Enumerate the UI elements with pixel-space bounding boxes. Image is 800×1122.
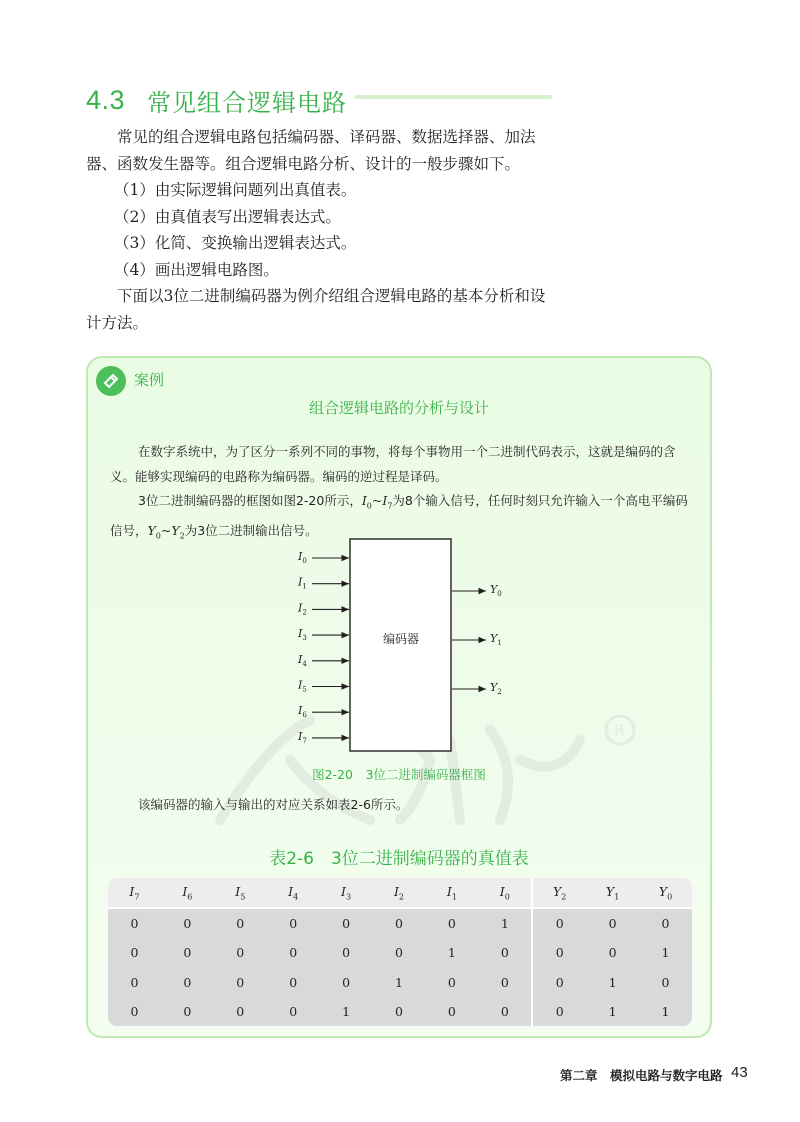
truth-table bbox=[108, 878, 692, 1026]
table-cell: 0 bbox=[555, 945, 564, 961]
input-label-i6: $I_6$ bbox=[298, 704, 307, 720]
step-4: （4）画出逻辑电路图。 bbox=[114, 260, 279, 279]
encoder-block-label: 编码器 bbox=[382, 632, 420, 646]
table-row bbox=[108, 968, 692, 997]
output-label-y2: $Y_2$ bbox=[490, 681, 502, 696]
input-label-i4: $I_4$ bbox=[298, 652, 307, 668]
table-cell: 0 bbox=[183, 974, 192, 990]
table-cell: 1 bbox=[608, 1003, 617, 1019]
case-p2-mid1: 为8个输入信号，任何时刻只允许输入一个高电平编码信号， bbox=[110, 493, 688, 538]
case-p2-mid2: 为3位二进制输出信号。 bbox=[184, 523, 318, 538]
step-3: （3）化简、变换输出逻辑表达式。 bbox=[114, 234, 357, 252]
footer-chapter: 第二章 模拟电路与数字电路 bbox=[560, 1068, 723, 1083]
case-icon bbox=[96, 366, 126, 396]
figure-caption: 图2-20 3位二进制编码器框图 bbox=[312, 767, 486, 782]
table-cell: 0 bbox=[342, 974, 351, 990]
input-label-i2: $I_2$ bbox=[298, 601, 307, 617]
table-cell: 0 bbox=[608, 916, 617, 932]
table-cell: 0 bbox=[289, 974, 298, 990]
table-cell: 0 bbox=[661, 974, 670, 990]
page-number: 43 bbox=[731, 1064, 748, 1081]
input-label-i5: $I_5$ bbox=[298, 678, 307, 694]
input-label-i3: $I_3$ bbox=[298, 627, 307, 643]
table-cell: 0 bbox=[478, 997, 533, 1026]
input-label-i0: $I_0$ bbox=[298, 550, 307, 565]
input-lines bbox=[297, 550, 349, 745]
case-title: 组合逻辑电路的分析与设计 bbox=[308, 399, 489, 417]
section-heading bbox=[86, 82, 347, 118]
header-i3: $I_3$ bbox=[320, 878, 373, 909]
table-cell: 0 bbox=[395, 1003, 403, 1019]
table-cell: 0 bbox=[478, 938, 533, 967]
svg-text:R: R bbox=[614, 721, 626, 740]
table-cell: 0 bbox=[236, 945, 245, 961]
header-i4: $I_4$ bbox=[267, 878, 320, 909]
case-paragraph-1: 在数字系统中，为了区分一系列不同的事物，将每个事物用一个二进制代码表示，这就是编码的含义。能够实现编码的电路称为编码器。编码的逆过程是译码。 bbox=[110, 444, 676, 484]
relation-text: 该编码器的输入与输出的对应关系如表2-6所示。 bbox=[138, 797, 409, 812]
header-i6: $I_6$ bbox=[161, 878, 214, 909]
intro-text bbox=[86, 124, 556, 336]
header-i5: $I_5$ bbox=[214, 878, 267, 909]
table-cell: 1 bbox=[608, 974, 617, 990]
table-cell: 0 bbox=[395, 916, 403, 932]
header-y1: $Y_1$ bbox=[586, 878, 639, 909]
table-cell: 0 bbox=[183, 1003, 192, 1019]
table-cell: 0 bbox=[447, 974, 456, 990]
table-cell: 0 bbox=[342, 916, 351, 932]
section-number: 4.3 bbox=[86, 84, 126, 115]
table-cell: 0 bbox=[236, 974, 245, 990]
table-cell: 0 bbox=[130, 974, 139, 990]
output-label-y1: $Y_1$ bbox=[490, 632, 502, 647]
table-cell: 0 bbox=[130, 945, 139, 961]
table-cell: 0 bbox=[395, 945, 403, 961]
table-cell: 1 bbox=[661, 1003, 670, 1019]
table-cell: 1 bbox=[395, 974, 403, 990]
table-cell: 0 bbox=[236, 916, 245, 932]
table-row bbox=[108, 997, 692, 1026]
output-lines bbox=[452, 583, 502, 696]
table-cell: 0 bbox=[478, 968, 533, 997]
header-i7: $I_7$ bbox=[108, 878, 161, 909]
case-p2-prefix: 3位二进制编码器的框图如图2-20所示， bbox=[138, 493, 362, 508]
header-i2: $I_2$ bbox=[373, 878, 426, 909]
table-row bbox=[108, 938, 692, 967]
table-cell: 0 bbox=[130, 916, 139, 932]
table-cell: 1 bbox=[447, 945, 456, 961]
table-cell: 0 bbox=[661, 916, 670, 932]
header-i1: $I_1$ bbox=[425, 878, 478, 909]
table-cell: 0 bbox=[236, 1003, 245, 1019]
table-cell: 0 bbox=[608, 945, 617, 961]
table-cell: 0 bbox=[555, 1003, 564, 1019]
table-cell: 0 bbox=[555, 916, 564, 932]
header-y0: $Y_0$ bbox=[639, 878, 692, 909]
table-cell: 0 bbox=[289, 945, 298, 961]
step-2: （2）由真值表写出逻辑表达式。 bbox=[114, 207, 341, 226]
table-cell: 0 bbox=[447, 1003, 456, 1019]
table-title: 表2-6 3位二进制编码器的真值表 bbox=[269, 849, 529, 869]
intro-paragraph-2: 下面以3位二进制编码器为例介绍组合逻辑电路的基本分析和设计方法。 bbox=[86, 287, 546, 332]
table-cell: 0 bbox=[342, 945, 351, 961]
input-label-i7: $I_7$ bbox=[298, 729, 307, 745]
step-1: （1）由实际逻辑问题列出真值表。 bbox=[114, 181, 357, 199]
header-i0: $I_0$ bbox=[478, 878, 533, 909]
input-range-end: 7 bbox=[387, 501, 393, 511]
encoder-diagram bbox=[290, 530, 540, 762]
table-cell: 0 bbox=[183, 916, 192, 932]
input-range-sep: ~ bbox=[371, 493, 383, 508]
table-cell: 0 bbox=[130, 1003, 139, 1019]
input-label-i1: $I_1$ bbox=[298, 575, 307, 591]
table-cell: 1 bbox=[478, 909, 533, 938]
table-cell: 0 bbox=[289, 1003, 298, 1019]
output-range-sep: ~ bbox=[160, 523, 172, 538]
input-range-start: 0 bbox=[366, 501, 372, 511]
case-label: 案例 bbox=[134, 371, 165, 389]
table-cell: 0 bbox=[555, 974, 564, 990]
section-title-rule bbox=[354, 95, 552, 99]
output-range-end: 2 bbox=[179, 531, 185, 541]
table-row bbox=[108, 909, 692, 938]
intro-paragraph-1: 常见的组合逻辑电路包括编码器、译码器、数据选择器、加法器、函数发生器等。组合逻辑电路分析、设计的一般步骤如下。 bbox=[86, 128, 536, 173]
table-cell: 1 bbox=[661, 945, 670, 961]
section-title: 常见组合逻辑电路 bbox=[147, 88, 348, 117]
table-cell: 0 bbox=[447, 916, 456, 932]
output-range: $Y_0\sim Y_2$ bbox=[147, 523, 185, 541]
table-header-row bbox=[108, 878, 692, 909]
input-range: $I_0\sim I_7$ bbox=[361, 493, 393, 511]
table-cell: 0 bbox=[183, 945, 192, 961]
output-label-y0: $Y_0$ bbox=[490, 583, 502, 598]
output-range-start: 0 bbox=[155, 531, 161, 541]
header-y2: $Y_2$ bbox=[533, 878, 586, 909]
table-cell: 1 bbox=[342, 1003, 351, 1019]
table-cell: 0 bbox=[289, 916, 298, 932]
